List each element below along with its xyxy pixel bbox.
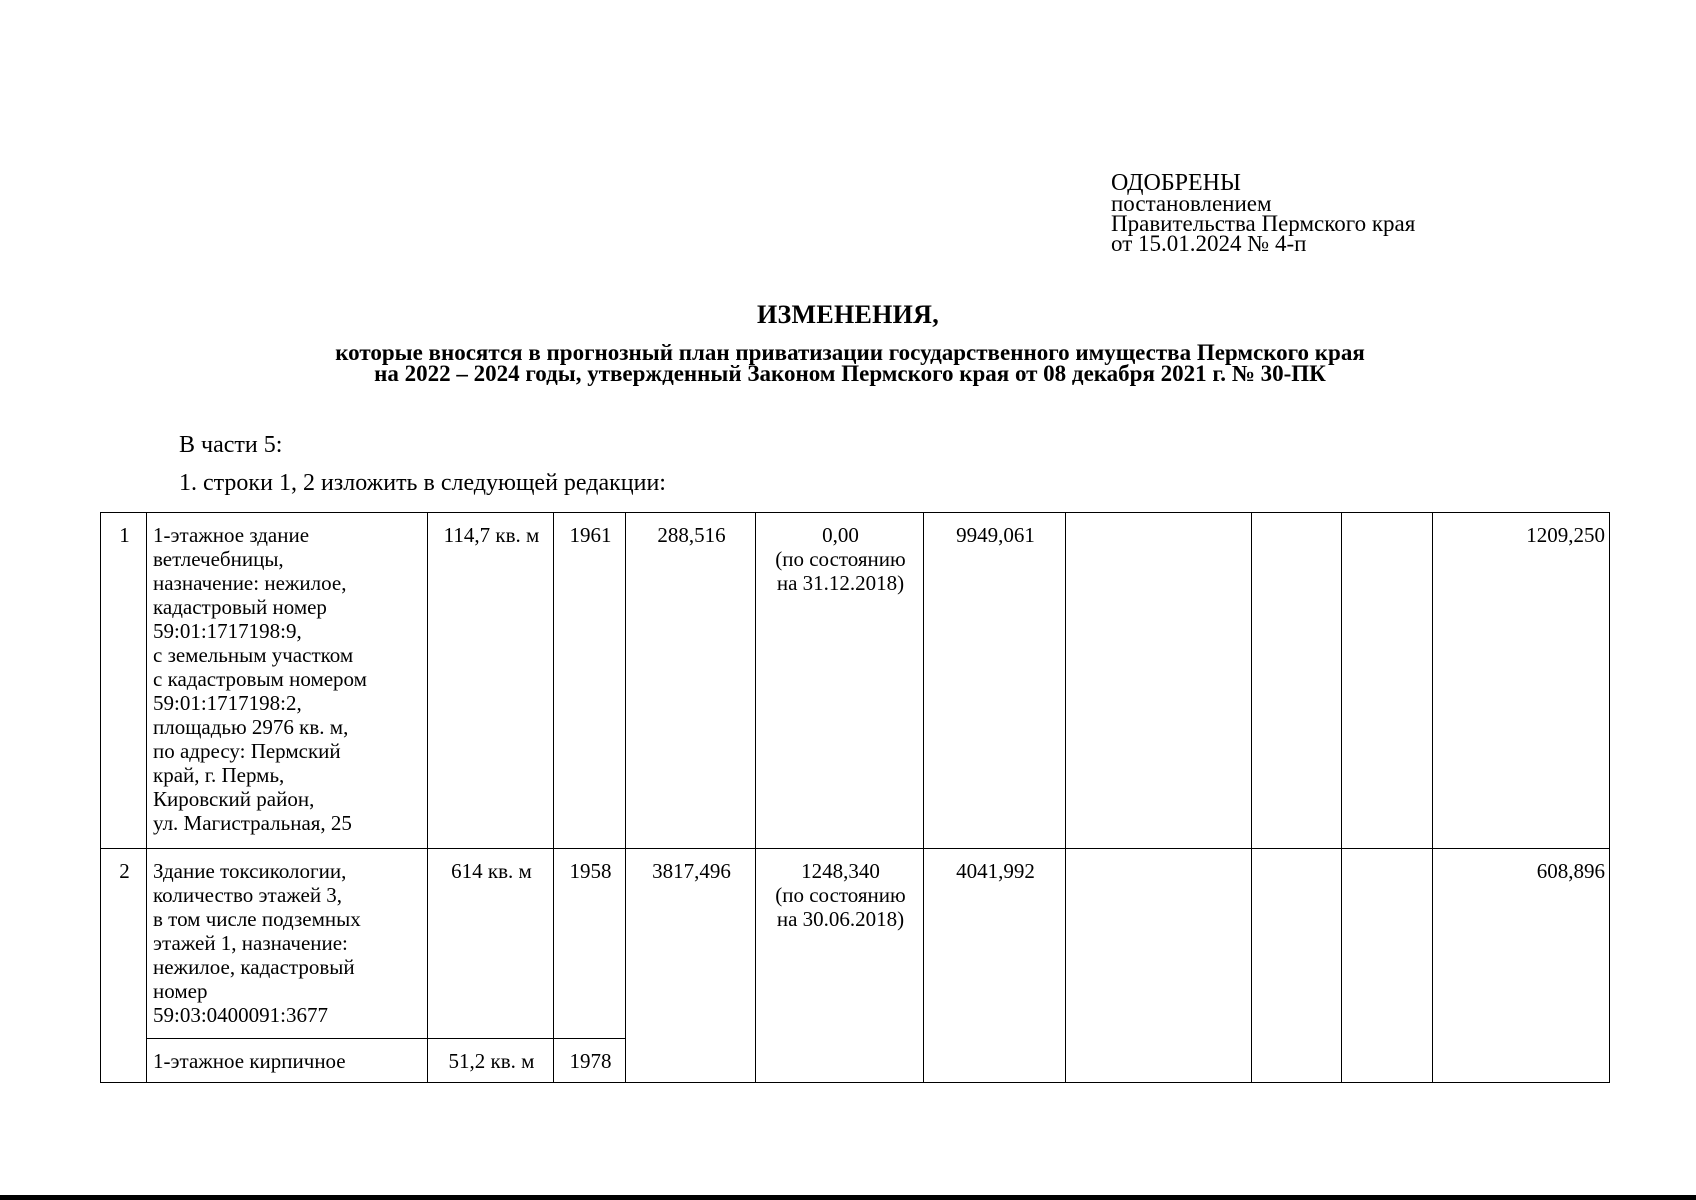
land-value: 1209,250 <box>1433 513 1610 849</box>
residual-value: 1248,340 (по состоянию на 30.06.2018) <box>756 849 924 1083</box>
subtitle-line: которые вносятся в прогнозный план приватизации государственного имущества Пермского края <box>335 340 1365 365</box>
instruction-text: 1. строки 1, 2 изложить в следующей редакции: <box>179 470 666 496</box>
table-row <box>101 849 1610 1039</box>
row-number: 2 <box>101 849 147 1083</box>
empty-cell <box>1342 849 1433 1083</box>
cadastral-value: 9949,061 <box>924 513 1066 849</box>
object-description: 1-этажное здание ветлечебницы, назначение: нежилое, кадастровый номер 59:01:1717198:9, с земельным участком с кадастровым номером 59:01:1717198:2, площадью 2976 кв. м, по адресу: Пермский край, г. Пермь, Кировский район, ул. Магистральная, 25 <box>147 513 428 849</box>
object-area: 114,7 кв. м <box>428 513 554 849</box>
privatization-table <box>100 512 1610 1083</box>
object-description: Здание токсикологии, количество этажей 3, в том числе подземных этажей 1, назначение: нежилое, кадастровый номер 59:03:0400091:3677 <box>147 849 428 1039</box>
table-row <box>101 513 1610 849</box>
empty-cell <box>1342 513 1433 849</box>
empty-cell <box>1252 513 1342 849</box>
object-description: 1-этажное кирпичное <box>147 1039 428 1083</box>
construction-year: 1978 <box>554 1039 626 1083</box>
approval-stamp <box>1111 172 1415 254</box>
subtitle-line: на 2022 – 2024 годы, утвержденный Законом Пермского края от 08 декабря 2021 г. № 30-ПК <box>374 361 1326 386</box>
cadastral-value: 4041,992 <box>924 849 1066 1083</box>
land-value: 608,896 <box>1433 849 1610 1083</box>
part-reference: В части 5: <box>179 432 283 458</box>
approval-heading: ОДОБРЕНЫ <box>1111 170 1241 196</box>
object-area: 51,2 кв. м <box>428 1039 554 1083</box>
object-area: 614 кв. м <box>428 849 554 1039</box>
approval-line: постановлением <box>1111 191 1272 216</box>
empty-cell <box>1252 849 1342 1083</box>
document-title: ИЗМЕНЕНИЯ, <box>756 300 940 329</box>
construction-year: 1961 <box>554 513 626 849</box>
residual-value: 0,00 (по состоянию на 31.12.2018) <box>756 513 924 849</box>
row-number: 1 <box>101 513 147 849</box>
approval-date: от 15.01.2024 № 4-п <box>1111 231 1307 256</box>
document-subtitle <box>160 342 1540 384</box>
construction-year: 1958 <box>554 849 626 1039</box>
page-bottom-border <box>0 1195 1696 1200</box>
book-value: 3817,496 <box>626 849 756 1083</box>
empty-cell <box>1066 513 1252 849</box>
book-value: 288,516 <box>626 513 756 849</box>
approval-line: Правительства Пермского края <box>1111 211 1416 236</box>
empty-cell <box>1066 849 1252 1083</box>
